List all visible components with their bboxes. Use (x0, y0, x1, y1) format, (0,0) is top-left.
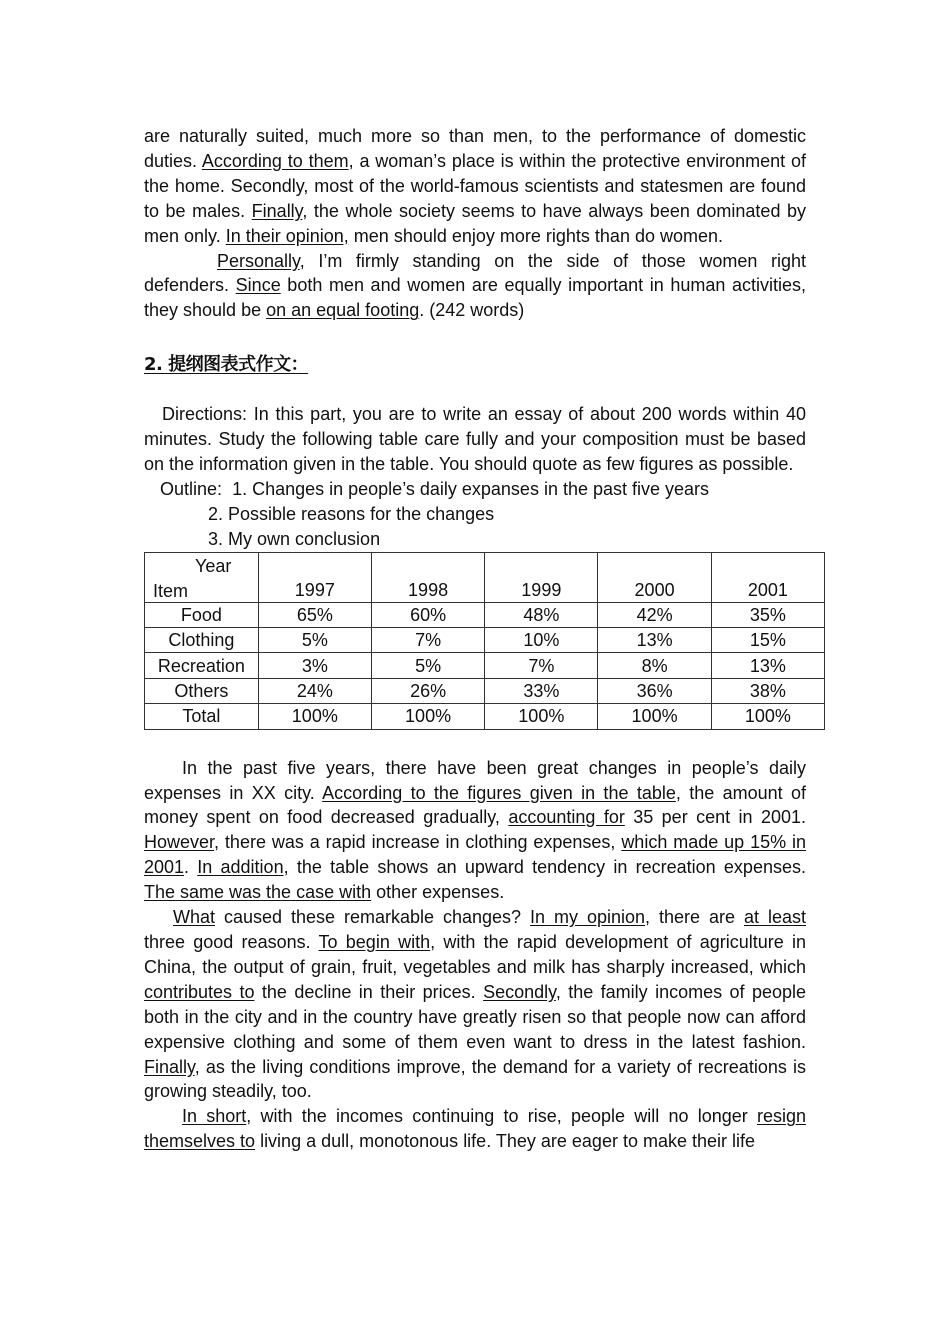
table-cell: 15% (711, 628, 824, 653)
underlined-phrase: Secondly (483, 981, 556, 1002)
text-run: . (242 words) (419, 300, 525, 321)
outline-item: 2. Possible reasons for the changes (208, 503, 495, 524)
table-cell: 8% (598, 653, 711, 678)
table-row (145, 704, 825, 729)
text-run: 35 per cent in 2001. (624, 807, 806, 828)
table-cell: 3% (258, 653, 371, 678)
outline-line-2 (144, 502, 806, 527)
essay-paragraph-3 (144, 1104, 806, 1154)
text-run: , the table shows an upward tendency in recreation expenses. (283, 857, 806, 878)
table-cell: 33% (485, 678, 598, 703)
outline-label: Outline: (160, 478, 223, 499)
row-item-label: Recreation (145, 653, 259, 678)
table-cell: 38% (711, 678, 824, 703)
table-cell: 65% (258, 602, 371, 627)
text-run: , the amount of money spent on food decreased gradually, (144, 782, 806, 828)
document-page (144, 124, 806, 1154)
underlined-phrase: Finally (144, 1056, 195, 1077)
underlined-phrase: According to them (201, 150, 349, 171)
text-run: , with the rapid development of agriculture in China, the output of grain, fruit, vegetables and milk has sharply increased, which (144, 931, 806, 977)
text-run: both men and women are equally important in human activities, they should be (144, 275, 806, 321)
text-run: three good reasons. (144, 931, 319, 952)
year-header: 1997 (258, 552, 371, 602)
table-cell: 36% (598, 678, 711, 703)
table-cell: 26% (371, 678, 484, 703)
row-item-label: Others (145, 678, 259, 703)
outline-line-1 (144, 477, 806, 502)
table-cell: 7% (371, 628, 484, 653)
table-row (145, 628, 825, 653)
underlined-phrase: In their opinion, (225, 225, 349, 246)
underlined-phrase: According to the figures given in the table (322, 782, 676, 803)
table-cell: 100% (371, 704, 484, 729)
table-body (145, 602, 825, 729)
corner-year-label: Year (195, 555, 232, 576)
text-run: caused these remarkable changes? (215, 907, 531, 928)
text-run: , with the incomes continuing to rise, people will no longer (246, 1106, 757, 1127)
text-run: In the past five years, there have been great changes in people’s daily expenses in XX city. (144, 757, 806, 803)
text-run: , there was a rapid increase in clothing expenses, (214, 832, 622, 853)
underlined-phrase: In short (182, 1106, 247, 1127)
table-cell: 13% (598, 628, 711, 653)
text-run: , there are (645, 907, 744, 928)
underlined-phrase: To begin with (318, 931, 431, 952)
text-run: , I’m firmly standing on the side of those women right defenders. (144, 250, 806, 296)
underlined-phrase: contributes to (144, 981, 255, 1002)
underlined-phrase: which made up 15% in 2001 (144, 832, 806, 878)
table-row (145, 678, 825, 703)
text-run: , the family incomes of people both in the city and in the country have greatly risen so that people now can afford expensive clothing and some of them even want to dress in the latest fashion. (144, 981, 807, 1052)
underlined-phrase: However (144, 832, 215, 853)
essay (144, 756, 806, 1155)
underlined-phrase: resign themselves to (144, 1106, 807, 1152)
row-item-label: Food (145, 602, 259, 627)
table-cell: 100% (598, 704, 711, 729)
table-cell: 5% (371, 653, 484, 678)
table-cell: 48% (485, 602, 598, 627)
outline (144, 477, 806, 552)
text-run: other expenses. (371, 882, 505, 903)
table-row (145, 602, 825, 627)
table-cell: 35% (711, 602, 824, 627)
year-header: 2001 (711, 552, 824, 602)
text-run: , as the living conditions improve, the demand for a variety of recreations is growing steadily, too. (144, 1056, 806, 1102)
text-run: men should enjoy more rights than do women. (348, 225, 723, 246)
underlined-phrase: on an equal footing (266, 300, 420, 321)
underlined-phrase: at least (744, 907, 807, 928)
table-cell: 60% (371, 602, 484, 627)
underlined-phrase: Personally (217, 250, 300, 271)
table-row (145, 653, 825, 678)
table-corner-cell (145, 552, 259, 602)
outline-line-3 (144, 527, 806, 552)
underlined-phrase: What (173, 907, 216, 928)
underlined-phrase: Finally (251, 200, 303, 221)
outline-item: 1. Changes in people’s daily expanses in the past five years (232, 478, 710, 499)
underlined-phrase: In my opinion (530, 907, 646, 928)
expenses-table (144, 552, 825, 730)
table-cell: 5% (258, 628, 371, 653)
underlined-phrase: Since (235, 275, 281, 296)
table-cell: 24% (258, 678, 371, 703)
text-run: , a woman’s place is within the protective environment of the home. Secondly, most of the world-famous scientists and statesmen are found to be males. (144, 150, 806, 221)
row-item-label: Clothing (145, 628, 259, 653)
corner-item-label: Item (153, 580, 189, 601)
outline-item: 3. My own conclusion (208, 528, 381, 549)
essay-paragraph-2 (144, 905, 806, 1104)
text-run: living a dull, monotonous life. They are eager to make their life (255, 1131, 756, 1152)
prev-essay-paragraph-1 (144, 124, 806, 249)
text-run: are naturally suited, much more so than men, to the performance of domestic duties. (144, 126, 806, 171)
underlined-phrase: In addition (197, 857, 284, 878)
table-cell: 10% (485, 628, 598, 653)
section-heading: 2. 提纲图表式作文： (144, 354, 309, 376)
table-cell: 7% (485, 653, 598, 678)
prev-essay-paragraph-2 (144, 249, 806, 324)
row-item-label: Total (145, 704, 259, 729)
year-header: 2000 (598, 552, 711, 602)
underlined-phrase: accounting for (508, 807, 625, 828)
year-header: 1999 (485, 552, 598, 602)
table-cell: 13% (711, 653, 824, 678)
text-run: . (184, 857, 198, 878)
year-header: 1998 (371, 552, 484, 602)
underlined-phrase: The same was the case with (144, 882, 372, 903)
table-header-row (145, 552, 825, 602)
directions-text: Directions: In this part, you are to write an essay of about 200 words within 40 minutes. Study the following table care fully and your composition must be based on the information given in the table. You should quote as few figures as possible. (144, 404, 806, 475)
text-run: the decline in their prices. (254, 981, 484, 1002)
table-cell: 100% (258, 704, 371, 729)
essay-paragraph-1 (144, 756, 806, 905)
table-cell: 100% (711, 704, 824, 729)
text-run: , the whole society seems to have always been dominated by men only. (144, 200, 806, 246)
table-cell: 100% (485, 704, 598, 729)
table-cell: 42% (598, 602, 711, 627)
